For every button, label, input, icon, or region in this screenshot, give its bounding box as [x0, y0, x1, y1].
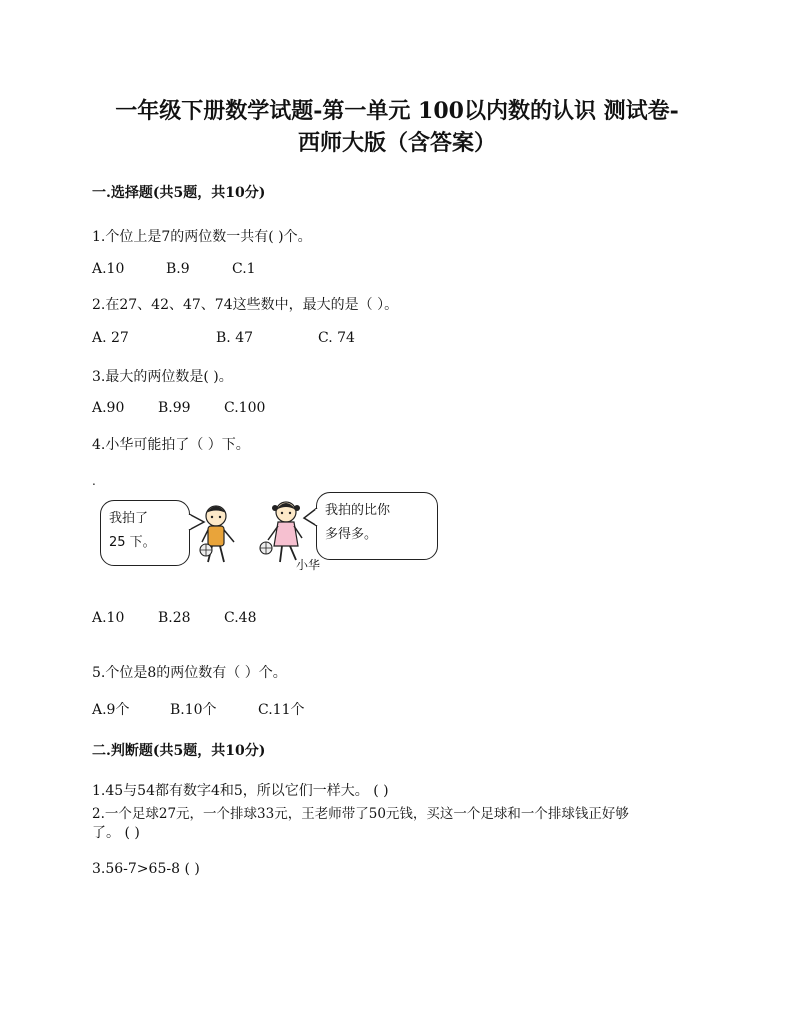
question-1-option-a[interactable]: A.10: [92, 261, 125, 277]
question-2-option-a[interactable]: A. 27: [92, 330, 129, 346]
page-title-line-2: 西师大版（含答案）: [297, 130, 496, 156]
page-title-line-1: 一年级下册数学试题-第一单元 100以内数的认识 测试卷-: [115, 98, 679, 124]
speech-bubble-right-line-1: 我拍的比你: [325, 503, 391, 518]
question-4-option-b[interactable]: B.28: [158, 610, 191, 626]
judgement-1: 1.45与54都有数字4和5，所以它们一样大。 ( ): [92, 783, 389, 799]
question-5-option-a[interactable]: A.9个: [92, 702, 130, 718]
question-4-option-c[interactable]: C.48: [224, 610, 257, 626]
speech-bubble-left-line-1: 我拍了: [109, 511, 149, 526]
question-1-option-c[interactable]: C.1: [232, 261, 256, 277]
question-3-option-c[interactable]: C.100: [224, 400, 266, 416]
question-1-option-b[interactable]: B.9: [166, 261, 190, 277]
question-3: 3.最大的两位数是( )。: [92, 369, 233, 385]
speech-bubble-right-line-2: 多得多。: [325, 527, 378, 542]
question-5: 5.个位是8的两位数有（ ）个。: [92, 665, 287, 681]
judgement-2-line-1: 2.一个足球27元，一个排球33元，王老师带了50元钱，买这一个足球和一个排球钱正好够: [92, 806, 629, 822]
judgement-3: 3.56-7>65-8 ( ): [92, 861, 200, 877]
right-bubble-tail: [304, 508, 317, 526]
boy-figure: [200, 506, 234, 562]
child-name-label: 小华: [296, 558, 321, 572]
question-3-option-b[interactable]: B.99: [158, 400, 191, 416]
question-4-illustration: [92, 482, 452, 582]
question-2-option-b[interactable]: B. 47: [216, 330, 254, 346]
left-bubble-tail: [189, 514, 204, 530]
question-5-option-c[interactable]: C.11个: [258, 702, 305, 718]
section-heading-choice: 一.选择题(共5题，共10分): [92, 185, 266, 201]
question-5-option-b[interactable]: B.10个: [170, 702, 217, 718]
children-drawing: [92, 482, 452, 582]
question-2-option-c[interactable]: C. 74: [318, 330, 355, 346]
section-heading-judgement: 二.判断题(共5题，共10分): [92, 743, 266, 759]
question-2: 2.在27、42、47、74这些数中，最大的是（ ）。: [92, 297, 399, 313]
girl-figure: [260, 502, 302, 562]
question-3-option-a[interactable]: A.90: [92, 400, 125, 416]
judgement-2-line-2: 了。 ( ): [92, 825, 140, 841]
speech-bubble-left-line-2: 25 下。: [109, 535, 156, 550]
question-4-option-a[interactable]: A.10: [92, 610, 125, 626]
question-4: 4.小华可能拍了（ ）下。: [92, 437, 250, 453]
question-1: 1.个位上是7的两位数一共有( )个。: [92, 229, 312, 245]
question-4-dot: .: [92, 474, 96, 488]
